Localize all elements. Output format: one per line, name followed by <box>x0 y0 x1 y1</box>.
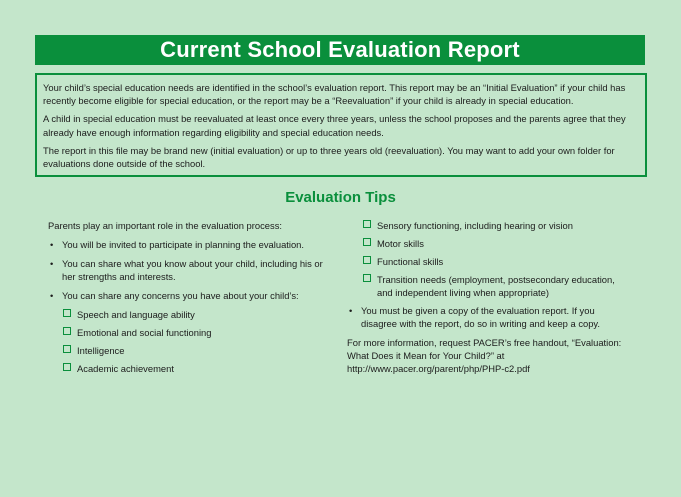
bullet-text: You must be given a copy of the evaluation report. If you disagree with the report, do so in writing and keep a copy. <box>361 305 601 329</box>
checklist-text: Emotional and social functioning <box>77 327 212 338</box>
intro-paragraph: Your child’s special education needs are identified in the school’s evaluation report. This report may be an “Initial Evaluation” if your child has recently become eligible for special education, or the report may be a “Reevaluation” if your child is already in special education. <box>43 82 626 107</box>
checkbox-icon <box>63 345 71 353</box>
checklist-item <box>363 273 632 299</box>
checkbox-icon <box>63 309 71 317</box>
concerns-checklist-right <box>347 219 632 299</box>
bullet-icon: • <box>50 239 54 250</box>
list-item <box>48 289 333 302</box>
checkbox-icon <box>363 238 371 246</box>
list-item <box>48 238 333 251</box>
page-title: Current School Evaluation Report <box>35 35 645 65</box>
checklist-item <box>63 308 333 321</box>
checklist-item <box>63 362 333 375</box>
checklist-text: Motor skills <box>377 238 424 249</box>
tips-lead: Parents play an important role in the evaluation process: <box>48 220 282 231</box>
more-info-text: For more information, request PACER’s free handout, “Evaluation: What Does it Mean for Your Child?” at http://www.pacer.org/parent/php/PHP-c2.pdf <box>347 337 622 374</box>
checklist-item <box>363 237 632 250</box>
bullet-text: You will be invited to participate in planning the evaluation. <box>62 239 305 250</box>
intro-box <box>35 73 647 177</box>
bullet-text: You can share what you know about your child, including his or her strengths and interests. <box>62 258 323 282</box>
checklist-text: Sensory functioning, including hearing or vision <box>377 220 573 231</box>
checklist-item <box>63 326 333 339</box>
checklist-text: Transition needs (employment, postsecondary education, and independent living when appropriate) <box>377 274 615 298</box>
tips-heading: Evaluation Tips <box>285 189 396 206</box>
checklist-text: Academic achievement <box>77 363 174 374</box>
intro-paragraph: A child in special education must be reevaluated at least once every three years, unless the school proposes and the parents agree that they already have enough information regarding eligibility and special education needs. <box>43 113 626 138</box>
checklist-text: Intelligence <box>77 345 125 356</box>
checkbox-icon <box>363 274 371 282</box>
tips-right-column <box>347 219 632 381</box>
bullet-icon: • <box>50 290 54 301</box>
checkbox-icon <box>363 220 371 228</box>
checklist-item <box>363 219 632 232</box>
checkbox-icon <box>63 363 71 371</box>
bullet-text: You can share any concerns you have about your child’s: <box>62 290 299 301</box>
bullet-icon: • <box>50 258 54 269</box>
concerns-checklist-left <box>48 308 333 375</box>
intro-paragraph: The report in this file may be brand new (initial evaluation) or up to three years old (reevaluation). You may want to add your own folder for evaluations done outside of the school. <box>43 144 615 170</box>
list-item <box>347 304 632 330</box>
list-item <box>48 257 333 283</box>
checkbox-icon <box>63 327 71 335</box>
bullet-icon: • <box>349 305 353 316</box>
tips-left-column <box>48 219 333 380</box>
checklist-text: Functional skills <box>377 256 444 267</box>
checklist-item <box>63 344 333 357</box>
checklist-text: Speech and language ability <box>77 309 195 320</box>
checklist-item <box>363 255 632 268</box>
checkbox-icon <box>363 256 371 264</box>
